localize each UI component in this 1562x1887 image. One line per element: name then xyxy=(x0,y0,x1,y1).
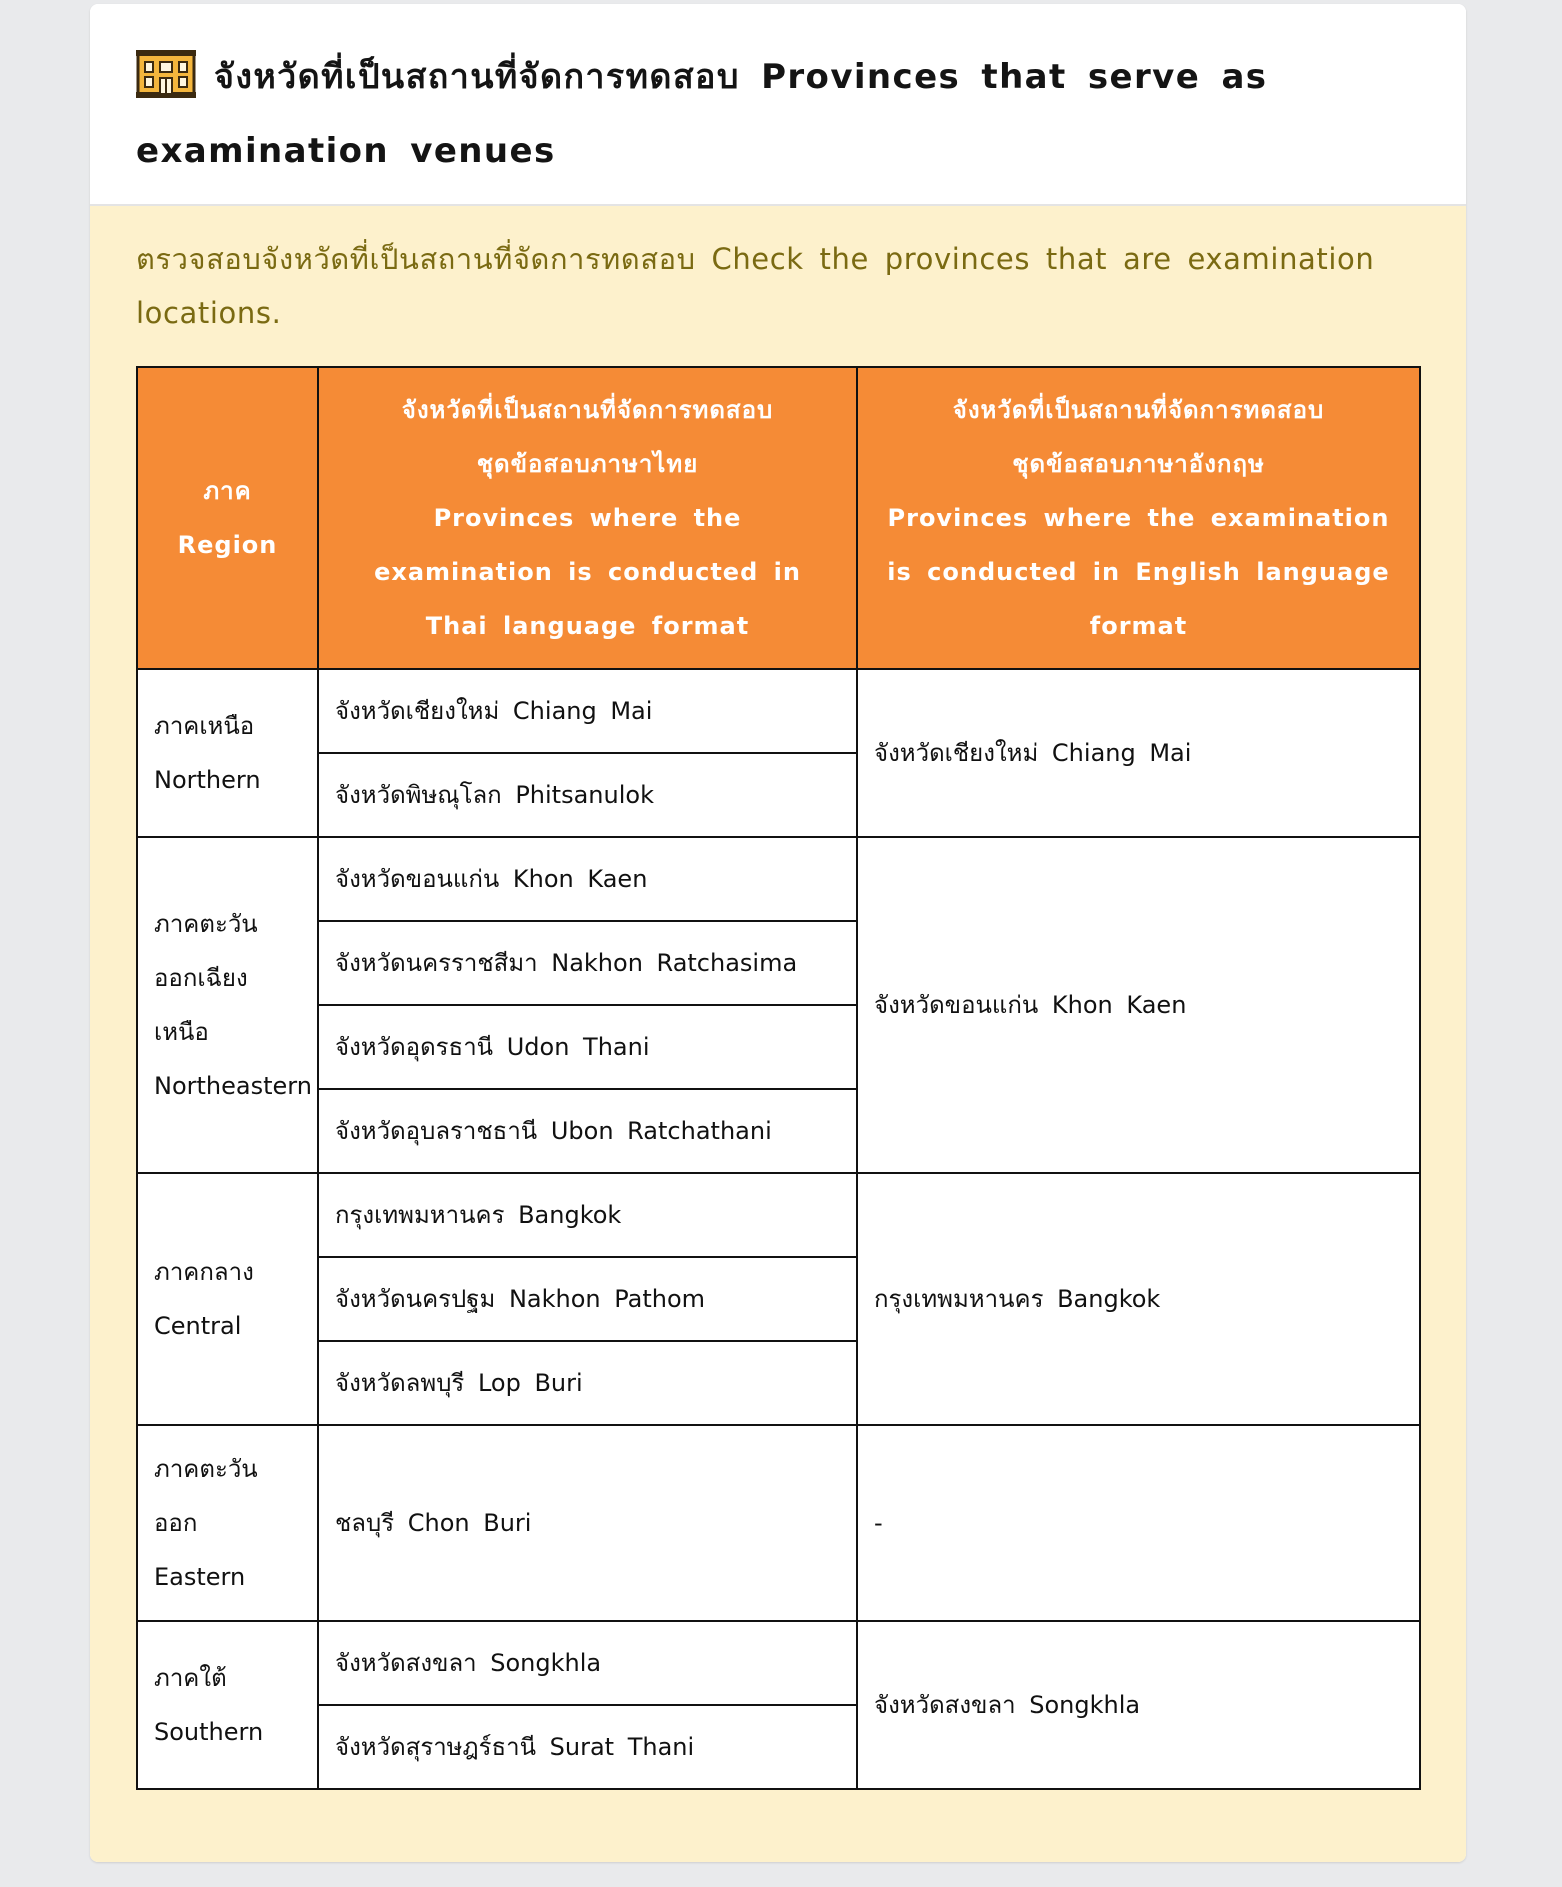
thai-province-cell: จังหวัดอุบลราชธานี Ubon Ratchathani xyxy=(318,1089,857,1173)
region-name-line: Northern xyxy=(154,766,261,794)
card-header xyxy=(90,4,1466,206)
table-row xyxy=(137,1425,1420,1621)
thai-province-cell: จังหวัดเชียงใหม่ Chiang Mai xyxy=(318,669,857,753)
english-format-column-header xyxy=(857,367,1420,669)
table-row xyxy=(137,669,1420,753)
english-province-cell: จังหวัดขอนแก่น Khon Kaen xyxy=(857,837,1420,1173)
region-name-line: Eastern xyxy=(154,1563,246,1591)
venues-card xyxy=(90,4,1466,1862)
region-header-english: Region xyxy=(177,531,278,559)
thai-province-cell: จังหวัดสุราษฎร์ธานี Surat Thani xyxy=(318,1705,857,1789)
venues-table xyxy=(136,366,1421,1790)
region-cell-northern xyxy=(137,669,318,837)
thai-format-column-header xyxy=(318,367,857,669)
thai-province-cell: จังหวัดนครราชสีมา Nakhon Ratchasima xyxy=(318,921,857,1005)
thai-province-cell: จังหวัดลพบุรี Lop Buri xyxy=(318,1341,857,1425)
table-row xyxy=(137,837,1420,921)
thai-province-cell: กรุงเทพมหานคร Bangkok xyxy=(318,1173,857,1257)
english-province-cell: - xyxy=(857,1425,1420,1621)
english-province-cell: จังหวัดเชียงใหม่ Chiang Mai xyxy=(857,669,1420,837)
thai-province-cell: จังหวัดนครปฐม Nakhon Pathom xyxy=(318,1257,857,1341)
region-name-line: ออกเฉียง xyxy=(154,964,248,992)
region-cell-eastern xyxy=(137,1425,318,1621)
region-name-line: ภาคใต้ xyxy=(154,1664,227,1692)
region-header-thai: ภาค xyxy=(203,477,252,505)
region-name-line: Southern xyxy=(154,1718,264,1746)
english-format-header-line1: จังหวัดที่เป็นสถานที่จัดการทดสอบ xyxy=(952,396,1325,424)
region-name-line: ภาคเหนือ xyxy=(154,712,255,740)
region-cell-central xyxy=(137,1173,318,1425)
thai-province-cell: จังหวัดอุดรธานี Udon Thani xyxy=(318,1005,857,1089)
instruction-note: ตรวจสอบจังหวัดที่เป็นสถานที่จัดการทดสอบ Check the provinces that are examination locations. xyxy=(136,242,1375,330)
region-name-line: ภาคกลาง xyxy=(154,1258,254,1286)
page-title-text: จังหวัดที่เป็นสถานที่จัดการทดสอบ Provinces that serve as examination venues xyxy=(136,57,1268,171)
region-name-line: Central xyxy=(154,1312,242,1340)
region-name-line: ออก xyxy=(154,1509,198,1537)
card-body xyxy=(90,206,1466,1862)
table-header-row xyxy=(137,367,1420,669)
english-format-header-line2: ชุดข้อสอบภาษาอังกฤษ xyxy=(1012,450,1265,478)
english-format-header-english: Provinces where the examination is conducted in English language format xyxy=(887,504,1390,640)
thai-format-header-line2: ชุดข้อสอบภาษาไทย xyxy=(476,450,699,478)
region-name-line: ภาคตะวัน xyxy=(154,1455,258,1483)
region-name-line: Northeastern xyxy=(154,1072,312,1100)
thai-format-header-line1: จังหวัดที่เป็นสถานที่จัดการทดสอบ xyxy=(401,396,774,424)
english-province-cell: กรุงเทพมหานคร Bangkok xyxy=(857,1173,1420,1425)
thai-province-cell: ชลบุรี Chon Buri xyxy=(318,1425,857,1621)
region-cell-southern xyxy=(137,1621,318,1789)
thai-province-cell: จังหวัดพิษณุโลก Phitsanulok xyxy=(318,753,857,837)
thai-province-cell: จังหวัดสงขลา Songkhla xyxy=(318,1621,857,1705)
region-name-line: เหนือ xyxy=(154,1018,209,1046)
thai-format-header-english: Provinces where the examination is conducted in Thai language format xyxy=(374,504,801,640)
thai-province-cell: จังหวัดขอนแก่น Khon Kaen xyxy=(318,837,857,921)
region-column-header xyxy=(137,367,318,669)
region-name-line: ภาคตะวัน xyxy=(154,910,258,938)
table-row xyxy=(137,1173,1420,1257)
english-province-cell: จังหวัดสงขลา Songkhla xyxy=(857,1621,1420,1789)
building-icon xyxy=(136,48,196,98)
page-title xyxy=(136,40,1420,188)
table-row xyxy=(137,1621,1420,1705)
region-cell-northeastern xyxy=(137,837,318,1173)
